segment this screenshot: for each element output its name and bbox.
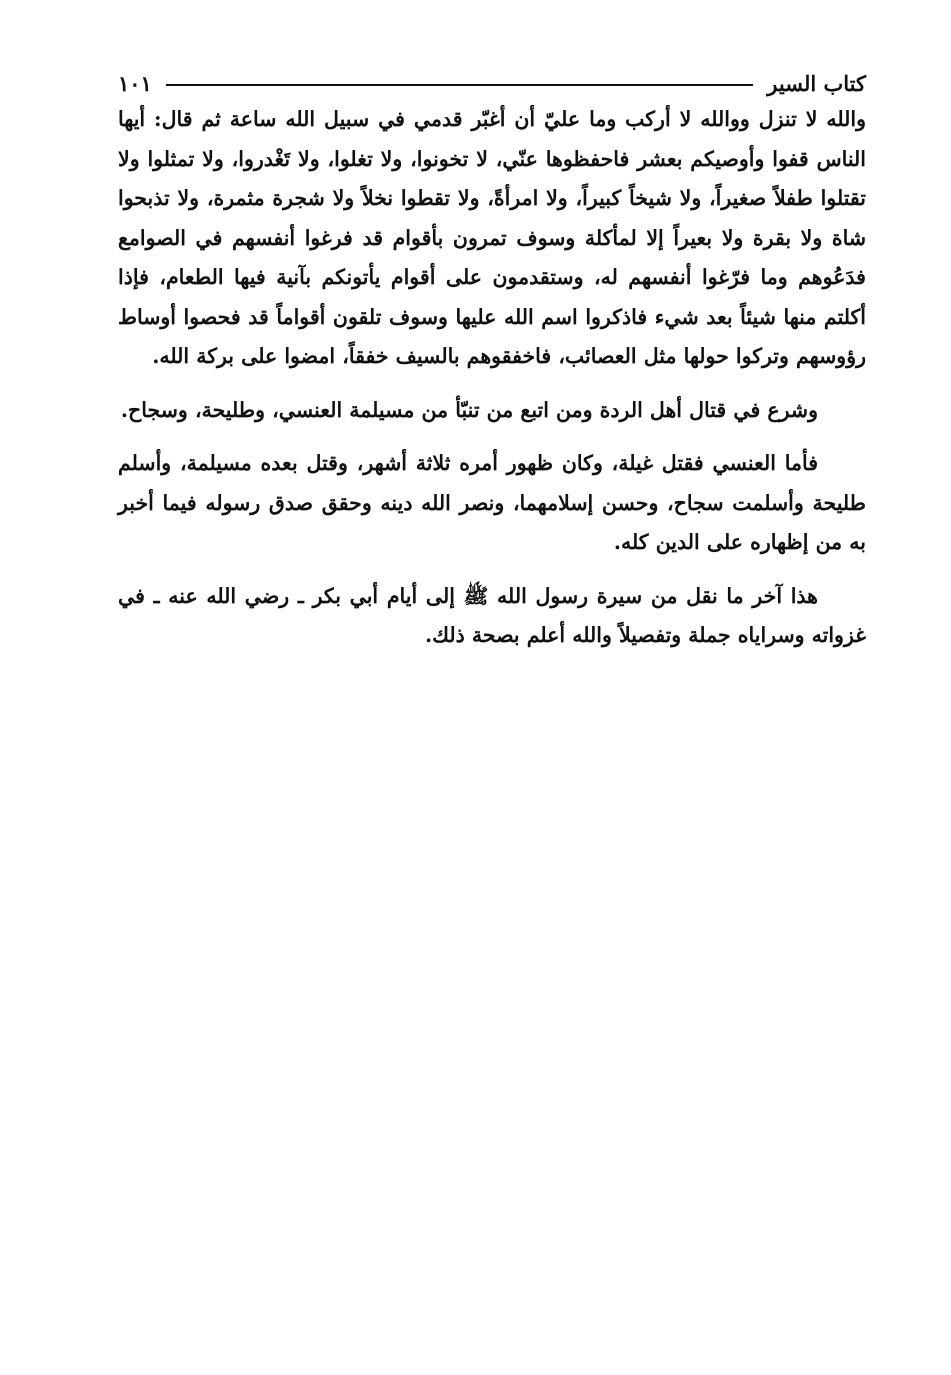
body-text — [118, 100, 866, 670]
header-rule — [166, 84, 753, 86]
paragraph-2: وشرع في قتال أهل الردة ومن اتبع من تنبّأ من مسيلمة العنسي، وطليحة، وسجاح. — [120, 397, 818, 422]
running-header — [118, 66, 866, 100]
running-title: كتاب السير — [767, 70, 866, 96]
page-number: ١٠١ — [118, 70, 152, 96]
paragraph-3: فأما العنسي فقتل غيلة، وكان ظهور أمره ثلاثة أشهر، وقتل بعده مسيلمة، وأسلم طليحة وأسلمت سجاح، وحسن إسلامهما، ونصر الله دينه وحقق صدق رسوله فيما أخبر به من إظهاره على الدين كله. — [118, 451, 866, 554]
paragraph-1: والله لا تنزل ووالله لا أركب وما عليّ أن أغبّر قدمي في سبيل الله ساعة ثم قال: أيها الناس قفوا وأوصيكم بعشر فاحفظوها عنّي، لا تخونوا، ولا تغلوا، ولا تَغْدروا، ولا تمثلوا ولا تقتلوا طفلاً صغيراً، ولا شيخاً كبيراً، ولا امرأةً، ولا تقطوا نخلاً ولا شجرة مثمرة، ولا تذبحوا شاة ولا بقرة ولا بعيراً إلا لمأكلة وسوف تمرون بأقوام قد فرغوا أنفسهم في الصوامع فدَعُوهم وما فرّغوا أنفسهم له، وستقدمون على أقوام يأتونكم بآنية فيها الطعام، فإذا أكلتم منها شيئاً بعد شيء فاذكروا اسم الله عليها وسوف تلقون أقواماً قد فحصوا أوساط رؤوسهم وتركوا حولها مثل العصائب، فاخفقوهم بالسيف خفقاً، امضوا على بركة الله. — [118, 107, 866, 368]
paragraph-4: هذا آخر ما نقل من سيرة رسول الله ﷺ إلى أيام أبي بكر ـ رضي الله عنه ـ في غزواته وسراياه جملة وتفصيلاً والله أعلم بصحة ذلك. — [118, 583, 866, 647]
